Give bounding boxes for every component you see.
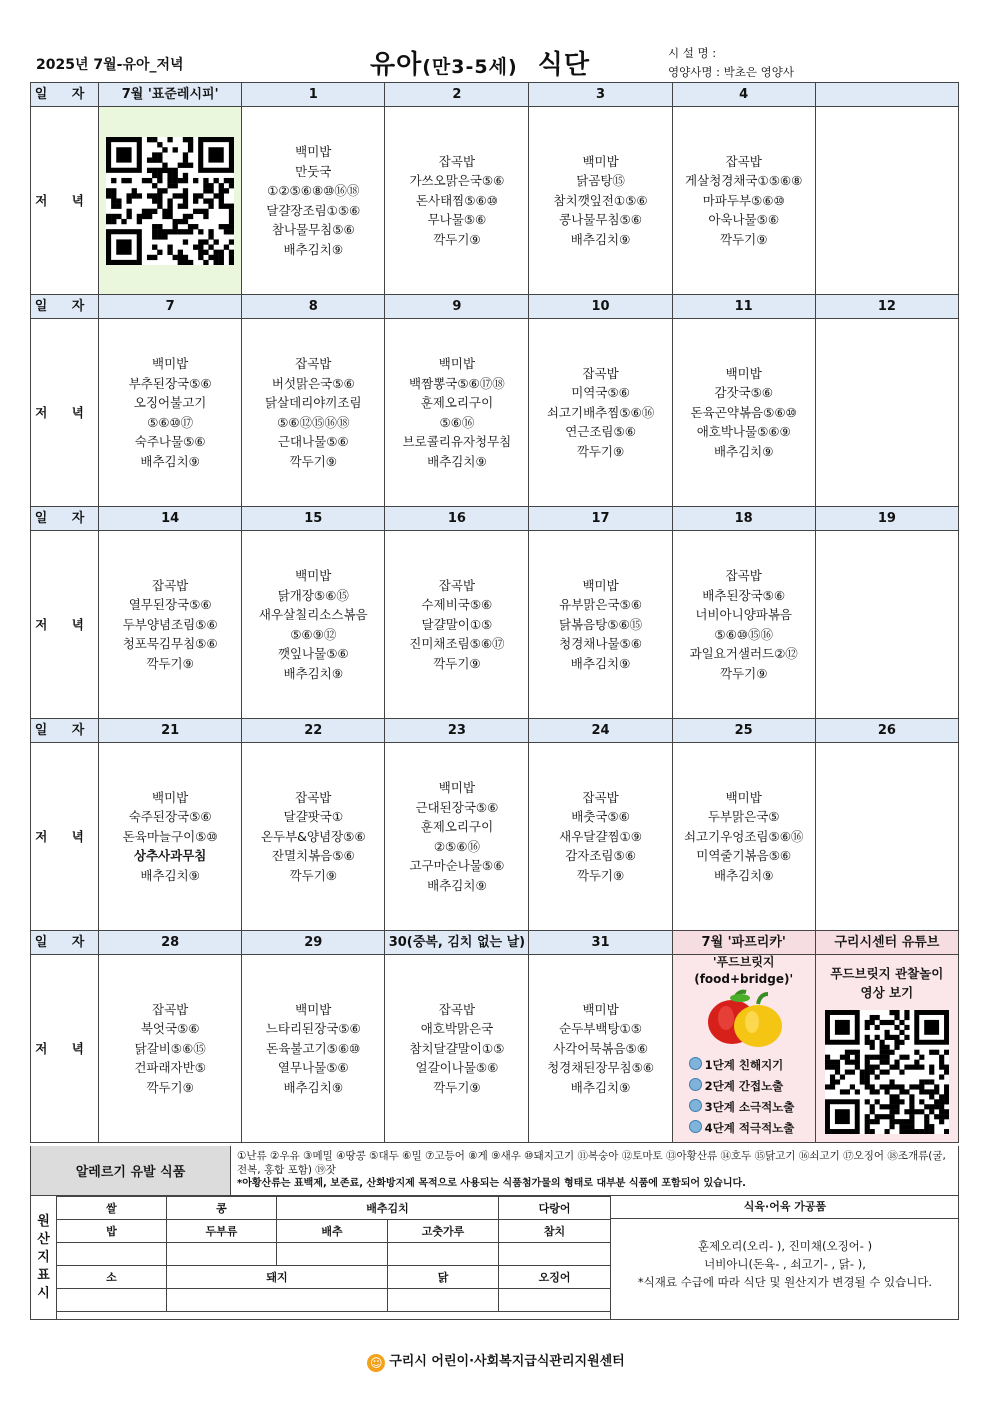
menu-item: 달걀장조림①⑤⑥ <box>266 202 361 218</box>
day-header: 28 <box>99 931 242 955</box>
menu-item: 배추김치⑨ <box>283 1079 344 1095</box>
menu-item: 상추사과무침 <box>133 848 207 864</box>
menu-item: 두부맑은국⑤ <box>707 809 780 825</box>
day-header <box>815 83 958 107</box>
meal-cell <box>99 319 242 507</box>
menu-item: 배추김치⑨ <box>427 877 487 893</box>
menu-item: ⑤⑥⑫⑮⑯⑱ <box>277 414 350 430</box>
processed-header: 식육·어육 가공품 <box>611 1196 959 1219</box>
menu-item: 잡곡밥 <box>438 1001 476 1017</box>
step-icon <box>689 1120 702 1133</box>
menu-item: 잡곡밥 <box>295 356 332 371</box>
meal-cell <box>99 955 242 1143</box>
meal-cell <box>529 743 672 931</box>
dietitian-label: 영양사명 : 박초은 영양사 <box>668 65 794 79</box>
menu-item: 근대된장국⑤⑥ <box>415 799 499 815</box>
meal-label: 저 녁 <box>31 531 99 719</box>
day-header: 10 <box>529 295 672 319</box>
meal-cell <box>385 743 529 931</box>
menu-item: 배추김치⑨ <box>283 241 344 257</box>
meal-cell <box>529 955 672 1143</box>
origin-label: 원 산 지 표 시 <box>31 1196 57 1319</box>
day-header: 7월 '파프리카' <box>672 931 815 955</box>
menu-item: 잡곡밥 <box>438 577 476 593</box>
day-header: 25 <box>672 719 815 743</box>
menu-grid <box>30 82 959 1143</box>
menu-item: 백미밥 <box>582 153 619 169</box>
date-label: 일 자 <box>31 719 99 743</box>
meal-cell <box>672 107 815 295</box>
date-label: 일 자 <box>31 295 99 319</box>
menu-item: 감자조림⑤⑥ <box>565 848 636 864</box>
menu-item: 너비아니양파볶음 <box>695 607 792 622</box>
processed-body: 훈제오리(오리- ), 진미채(오징어- ) 너비아니(돈육- , 쇠고기- , 닭- ), *식재료 수급에 따라 식단 및 원산지가 변경될 수 있습니다. <box>637 1239 933 1289</box>
menu-item: 청경채된장무침⑤⑥ <box>547 1060 655 1076</box>
menu-item: 무나물⑤⑥ <box>427 212 487 228</box>
menu-item: 만둣국 <box>295 163 332 179</box>
menu-item: 닭개장⑤⑥⑮ <box>277 587 349 603</box>
meal-cell <box>385 531 529 719</box>
date-label: 일 자 <box>31 83 99 107</box>
day-header: 9 <box>385 295 529 319</box>
title-end: 식단 <box>537 50 590 80</box>
menu-item: 오징어불고기 <box>133 395 207 410</box>
youtube-qr-code-icon[interactable] <box>825 1010 949 1134</box>
allergy-label: 알레르기 유발 식품 <box>31 1146 231 1195</box>
day-header: 23 <box>385 719 529 743</box>
menu-item: 게살청경채국①⑤⑥⑧ <box>685 173 803 189</box>
menu-item: 깍두기⑨ <box>433 1079 481 1095</box>
meal-cell <box>672 743 815 931</box>
meal-cell <box>529 319 672 507</box>
menu-item: 콩나물무침⑤⑥ <box>559 212 642 228</box>
meal-label: 저 녁 <box>31 107 99 295</box>
menu-item: 애호박나물⑤⑥⑨ <box>696 424 791 440</box>
menu-item: 깍두기⑨ <box>289 453 337 469</box>
menu-item: 쇠고기우엉조림⑤⑥⑯ <box>683 828 804 844</box>
allergy-note: *아황산류는 표백제, 보존료, 산화방지제 목적으로 사용되는 식품첨가물의 형태로 대부분 식품에 포함되어 있습니다. <box>237 1178 746 1189</box>
meal-cell <box>385 955 529 1143</box>
menu-item: 백미밥 <box>725 365 762 381</box>
menu-item: 미역국⑤⑥ <box>571 385 630 401</box>
day-header: 24 <box>529 719 672 743</box>
menu-item: 참나물무침⑤⑥ <box>271 222 355 237</box>
menu-item: 백미밥 <box>295 568 332 583</box>
menu-item: 얼갈이나물⑤⑥ <box>415 1060 499 1076</box>
menu-item: 잡곡밥 <box>725 568 762 583</box>
menu-item: 청포묵김무침⑤⑥ <box>122 636 218 652</box>
menu-item: 배춧국⑤⑥ <box>571 809 630 825</box>
menu-item: ⑤⑥⑯ <box>439 414 475 430</box>
day-header: 21 <box>99 719 242 743</box>
menu-item: 잡곡밥 <box>582 365 619 381</box>
menu-item: 돈사태찜⑤⑥⑩ <box>415 192 498 208</box>
menu-item: ①②⑤⑥⑧⑩⑯⑱ <box>267 183 360 198</box>
menu-item: 아욱나물⑤⑥ <box>708 212 780 228</box>
menu-item: 잡곡밥 <box>438 153 476 169</box>
menu-item: 닭볶음탕⑤⑥⑮ <box>558 616 643 632</box>
menu-item: 잡곡밥 <box>152 1001 189 1017</box>
menu-item: 순두부백탕①⑤ <box>559 1021 642 1037</box>
origin-chamchi: 참치 <box>499 1220 611 1243</box>
day-header: 구리시센터 유튜브 <box>815 931 958 955</box>
paprika-title: '푸드브릿지 (food+bridge)' <box>694 954 794 986</box>
menu-item: 돈육곤약볶음⑤⑥⑩ <box>690 404 797 420</box>
day-header: 3 <box>529 83 672 107</box>
menu-item: 깍두기⑨ <box>146 1079 194 1095</box>
menu-item: 잡곡밥 <box>582 789 619 805</box>
day-header: 15 <box>242 507 385 531</box>
origin-chicken: 닭 <box>388 1266 499 1289</box>
date-label: 일 자 <box>31 931 99 955</box>
menu-item: 숙주나물⑤⑥ <box>134 434 206 449</box>
menu-item: 배추김치⑨ <box>140 867 200 883</box>
footer-text: 구리시 어린이·사회복지급식관리지원센터 <box>389 1354 625 1369</box>
menu-item: 느타리된장국⑤⑥ <box>265 1021 361 1037</box>
menu-item: 배추김치⑨ <box>713 867 774 883</box>
meal-label: 저 녁 <box>31 955 99 1143</box>
menu-item: 달걀팟국① <box>283 809 344 825</box>
menu-item: 닭살데리야끼조림 <box>264 395 362 410</box>
day-header: 7 <box>99 295 242 319</box>
menu-item: 배추김치⑨ <box>570 231 631 247</box>
origin-kimchi: 배추김치 <box>277 1197 499 1220</box>
menu-item: 배추김치⑨ <box>283 665 344 681</box>
day-header: 18 <box>672 507 815 531</box>
origin-rice: 쌀 <box>57 1197 167 1220</box>
origin-pepper: 고춧가루 <box>388 1220 499 1243</box>
day-header: 30(중복, 김치 없는 날) <box>385 931 529 955</box>
menu-item: 배추김치⑨ <box>140 453 200 469</box>
menu-item: 배추김치⑨ <box>713 443 774 459</box>
menu-item: 백미밥 <box>725 789 762 805</box>
meal-cell <box>242 107 385 295</box>
menu-item: ②⑤⑥⑯ <box>433 838 480 854</box>
menu-item: 훈제오리구이 <box>420 819 494 834</box>
qr-code-icon[interactable] <box>106 137 234 265</box>
meal-cell <box>529 107 672 295</box>
menu-item: 두부양념조림⑤⑥ <box>122 616 218 632</box>
day-header: 29 <box>242 931 385 955</box>
menu-item: 북엇국⑤⑥ <box>140 1021 200 1037</box>
day-header: 16 <box>385 507 529 531</box>
youtube-title: 푸드브릿지 관찰놀이 영상 보기 <box>830 965 944 1000</box>
day-header: 14 <box>99 507 242 531</box>
day-header: 17 <box>529 507 672 531</box>
meal-cell <box>99 531 242 719</box>
menu-item: 백미밥 <box>582 577 619 593</box>
smile-logo-icon: ☺ <box>367 1354 385 1372</box>
origin-tofu: 두부류 <box>167 1220 277 1243</box>
menu-item: 애호박맑은국 <box>420 1021 494 1037</box>
menu-item: 참치깻잎전①⑤⑥ <box>553 192 648 208</box>
menu-item: 쇠고기배추찜⑤⑥⑯ <box>546 404 655 420</box>
menu-item: 깍두기⑨ <box>433 655 481 671</box>
allergy-list: ①난류 ②우유 ③메밀 ④땅콩 ⑤대두 ⑥밀 ⑦고등어 ⑧게 ⑨새우 ⑩돼지고기 ⑪복숭아 ⑫토마토 ⑬아황산류 ⑭호두 ⑮닭고기 ⑯쇠고기 ⑰오징어 ⑱조개류(굴, 전복, 홍합 포함) ⑲잣 <box>237 1150 946 1176</box>
title-main: 유아 <box>370 50 423 80</box>
menu-item: 버섯맑은국⑤⑥ <box>271 375 355 391</box>
menu-item: 배추김치⑨ <box>570 655 631 671</box>
menu-item: 깍두기⑨ <box>719 231 768 247</box>
page-title <box>370 44 590 81</box>
menu-item: 백미밥 <box>438 356 476 371</box>
menu-item: 연근조림⑤⑥ <box>565 424 636 440</box>
meal-cell <box>385 319 529 507</box>
menu-item: 가쓰오맑은국⑤⑥ <box>409 173 505 189</box>
menu-item: 돈육마늘구이⑤⑩ <box>122 828 218 844</box>
paprika-cell <box>672 955 815 1143</box>
day-header: 31 <box>529 931 672 955</box>
menu-item: 백미밥 <box>295 144 332 159</box>
menu-item: ⑤⑥⑩⑰ <box>147 414 194 430</box>
menu-item: 새우살칠리소스볶음 <box>258 607 368 622</box>
processed-foods <box>610 1196 959 1319</box>
menu-item: 열무나물⑤⑥ <box>277 1060 349 1076</box>
step-icon <box>689 1057 702 1070</box>
menu-item: 백짬뽕국⑤⑥⑰⑱ <box>409 375 505 391</box>
menu-item: 닭갈비⑤⑥⑮ <box>134 1040 206 1056</box>
day-header: 11 <box>672 295 815 319</box>
meal-label: 저 녁 <box>31 743 99 931</box>
menu-item: 브로콜리유자청무침 <box>402 434 512 449</box>
menu-item: 과일요거샐러드②⑫ <box>689 646 798 661</box>
day-header: 8 <box>242 295 385 319</box>
paprika-step: 2단계 간접노출 <box>689 1076 815 1097</box>
origin-tuna: 다랑어 <box>499 1197 611 1220</box>
menu-item: 백미밥 <box>152 789 189 805</box>
origin-beef: 소 <box>57 1266 167 1289</box>
meal-cell <box>672 319 815 507</box>
menu-item: ⑤⑥⑨⑫ <box>290 626 337 642</box>
meal-cell <box>672 531 815 719</box>
menu-item: 미역줄기볶음⑤⑥ <box>696 848 792 864</box>
menu-item: 깻잎나물⑤⑥ <box>277 646 349 661</box>
origin-table <box>56 1196 611 1312</box>
menu-item: 백미밥 <box>582 1001 619 1017</box>
allergy-text <box>237 1149 955 1191</box>
menu-item: 잔멸치볶음⑤⑥ <box>271 848 355 864</box>
day-header: 7월 '표준레시피' <box>99 83 242 107</box>
menu-item: 배추김치⑨ <box>570 1079 631 1095</box>
menu-item: 청경채나물⑤⑥ <box>559 636 642 652</box>
origin-squid: 오징어 <box>499 1266 611 1289</box>
menu-item: 온두부&양념장⑤⑥ <box>260 828 366 844</box>
menu-item: 백미밥 <box>438 780 476 795</box>
day-header: 2 <box>385 83 529 107</box>
meal-cell <box>529 531 672 719</box>
meal-cell <box>385 107 529 295</box>
youtube-cell <box>815 955 958 1143</box>
recipe-qr-cell <box>99 107 242 295</box>
menu-item: 숙주된장국⑤⑥ <box>128 809 212 825</box>
origin-bean: 콩 <box>167 1197 277 1220</box>
menu-item: 사각어묵볶음⑤⑥ <box>553 1040 648 1056</box>
menu-item: 깍두기⑨ <box>433 231 481 247</box>
menu-item: 배추된장국⑤⑥ <box>702 587 786 603</box>
meal-cell <box>815 531 958 719</box>
menu-item: 깍두기⑨ <box>576 867 625 883</box>
menu-item: 고구마순나물⑤⑥ <box>409 858 505 873</box>
meal-cell <box>99 743 242 931</box>
menu-item: 훈제오리구이 <box>420 395 494 410</box>
origin-section <box>30 1196 959 1320</box>
meal-cell <box>815 319 958 507</box>
menu-item: 새우달걀찜①⑨ <box>559 828 642 844</box>
menu-item: 잡곡밥 <box>725 153 762 169</box>
day-header: 19 <box>815 507 958 531</box>
meal-cell <box>242 531 385 719</box>
menu-item: 깍두기⑨ <box>146 655 194 671</box>
menu-item: 닭곰탕⑮ <box>576 173 625 189</box>
allergy-section <box>30 1146 959 1196</box>
menu-item: 배추김치⑨ <box>427 453 487 469</box>
menu-item: 돈육불고기⑤⑥⑩ <box>266 1040 361 1056</box>
menu-item: 마파두부⑤⑥⑩ <box>702 192 785 208</box>
menu-item: 잡곡밥 <box>295 789 332 805</box>
menu-item: 깍두기⑨ <box>576 443 625 459</box>
day-header: 4 <box>672 83 815 107</box>
menu-item: 근대나물⑤⑥ <box>277 434 349 449</box>
menu-item: 깍두기⑨ <box>289 867 337 883</box>
paprika-steps <box>673 1055 815 1139</box>
paprika-step: 1단계 친해지기 <box>689 1055 815 1076</box>
day-header: 1 <box>242 83 385 107</box>
facility-label: 시 설 명 : <box>668 46 717 60</box>
meal-cell <box>242 743 385 931</box>
menu-item: 잡곡밥 <box>152 577 189 593</box>
origin-bap: 밥 <box>57 1220 167 1243</box>
menu-item: 깍두기⑨ <box>719 665 768 681</box>
meal-cell <box>815 107 958 295</box>
menu-item: 유부맑은국⑤⑥ <box>559 597 642 613</box>
step-icon <box>689 1099 702 1112</box>
menu-item: 감잣국⑤⑥ <box>714 385 774 401</box>
menu-item: 달걀말이①⑤ <box>421 616 493 632</box>
menu-period: 2025년 7월-유아_저녁 <box>36 57 184 73</box>
origin-pork: 돼지 <box>167 1266 388 1289</box>
origin-cabbage: 배추 <box>277 1220 388 1243</box>
menu-item: 진미채조림⑤⑥⑰ <box>409 636 505 652</box>
menu-item: 건파래자반⑤ <box>134 1060 206 1076</box>
menu-item: 백미밥 <box>152 356 189 371</box>
menu-item: 열무된장국⑤⑥ <box>128 597 212 613</box>
paprika-step: 3단계 소극적노출 <box>689 1097 815 1118</box>
day-header: 26 <box>815 719 958 743</box>
meal-cell <box>242 955 385 1143</box>
step-icon <box>689 1078 702 1091</box>
meal-cell <box>815 743 958 931</box>
menu-item: ⑤⑥⑩⑮⑯ <box>714 626 773 642</box>
footer <box>0 1350 992 1372</box>
paprika-icon <box>694 988 794 1050</box>
day-header: 22 <box>242 719 385 743</box>
meal-cell <box>242 319 385 507</box>
meal-label: 저 녁 <box>31 319 99 507</box>
facility-info <box>668 44 794 82</box>
menu-item: 참치달걀말이①⑤ <box>409 1040 505 1056</box>
paprika-step: 4단계 적극적노출 <box>689 1118 815 1139</box>
title-age: (만3-5세) <box>422 56 518 78</box>
date-label: 일 자 <box>31 507 99 531</box>
menu-item: 수제비국⑤⑥ <box>421 597 493 613</box>
day-header: 12 <box>815 295 958 319</box>
menu-item: 부추된장국⑤⑥ <box>128 375 212 391</box>
menu-item: 백미밥 <box>295 1001 332 1017</box>
